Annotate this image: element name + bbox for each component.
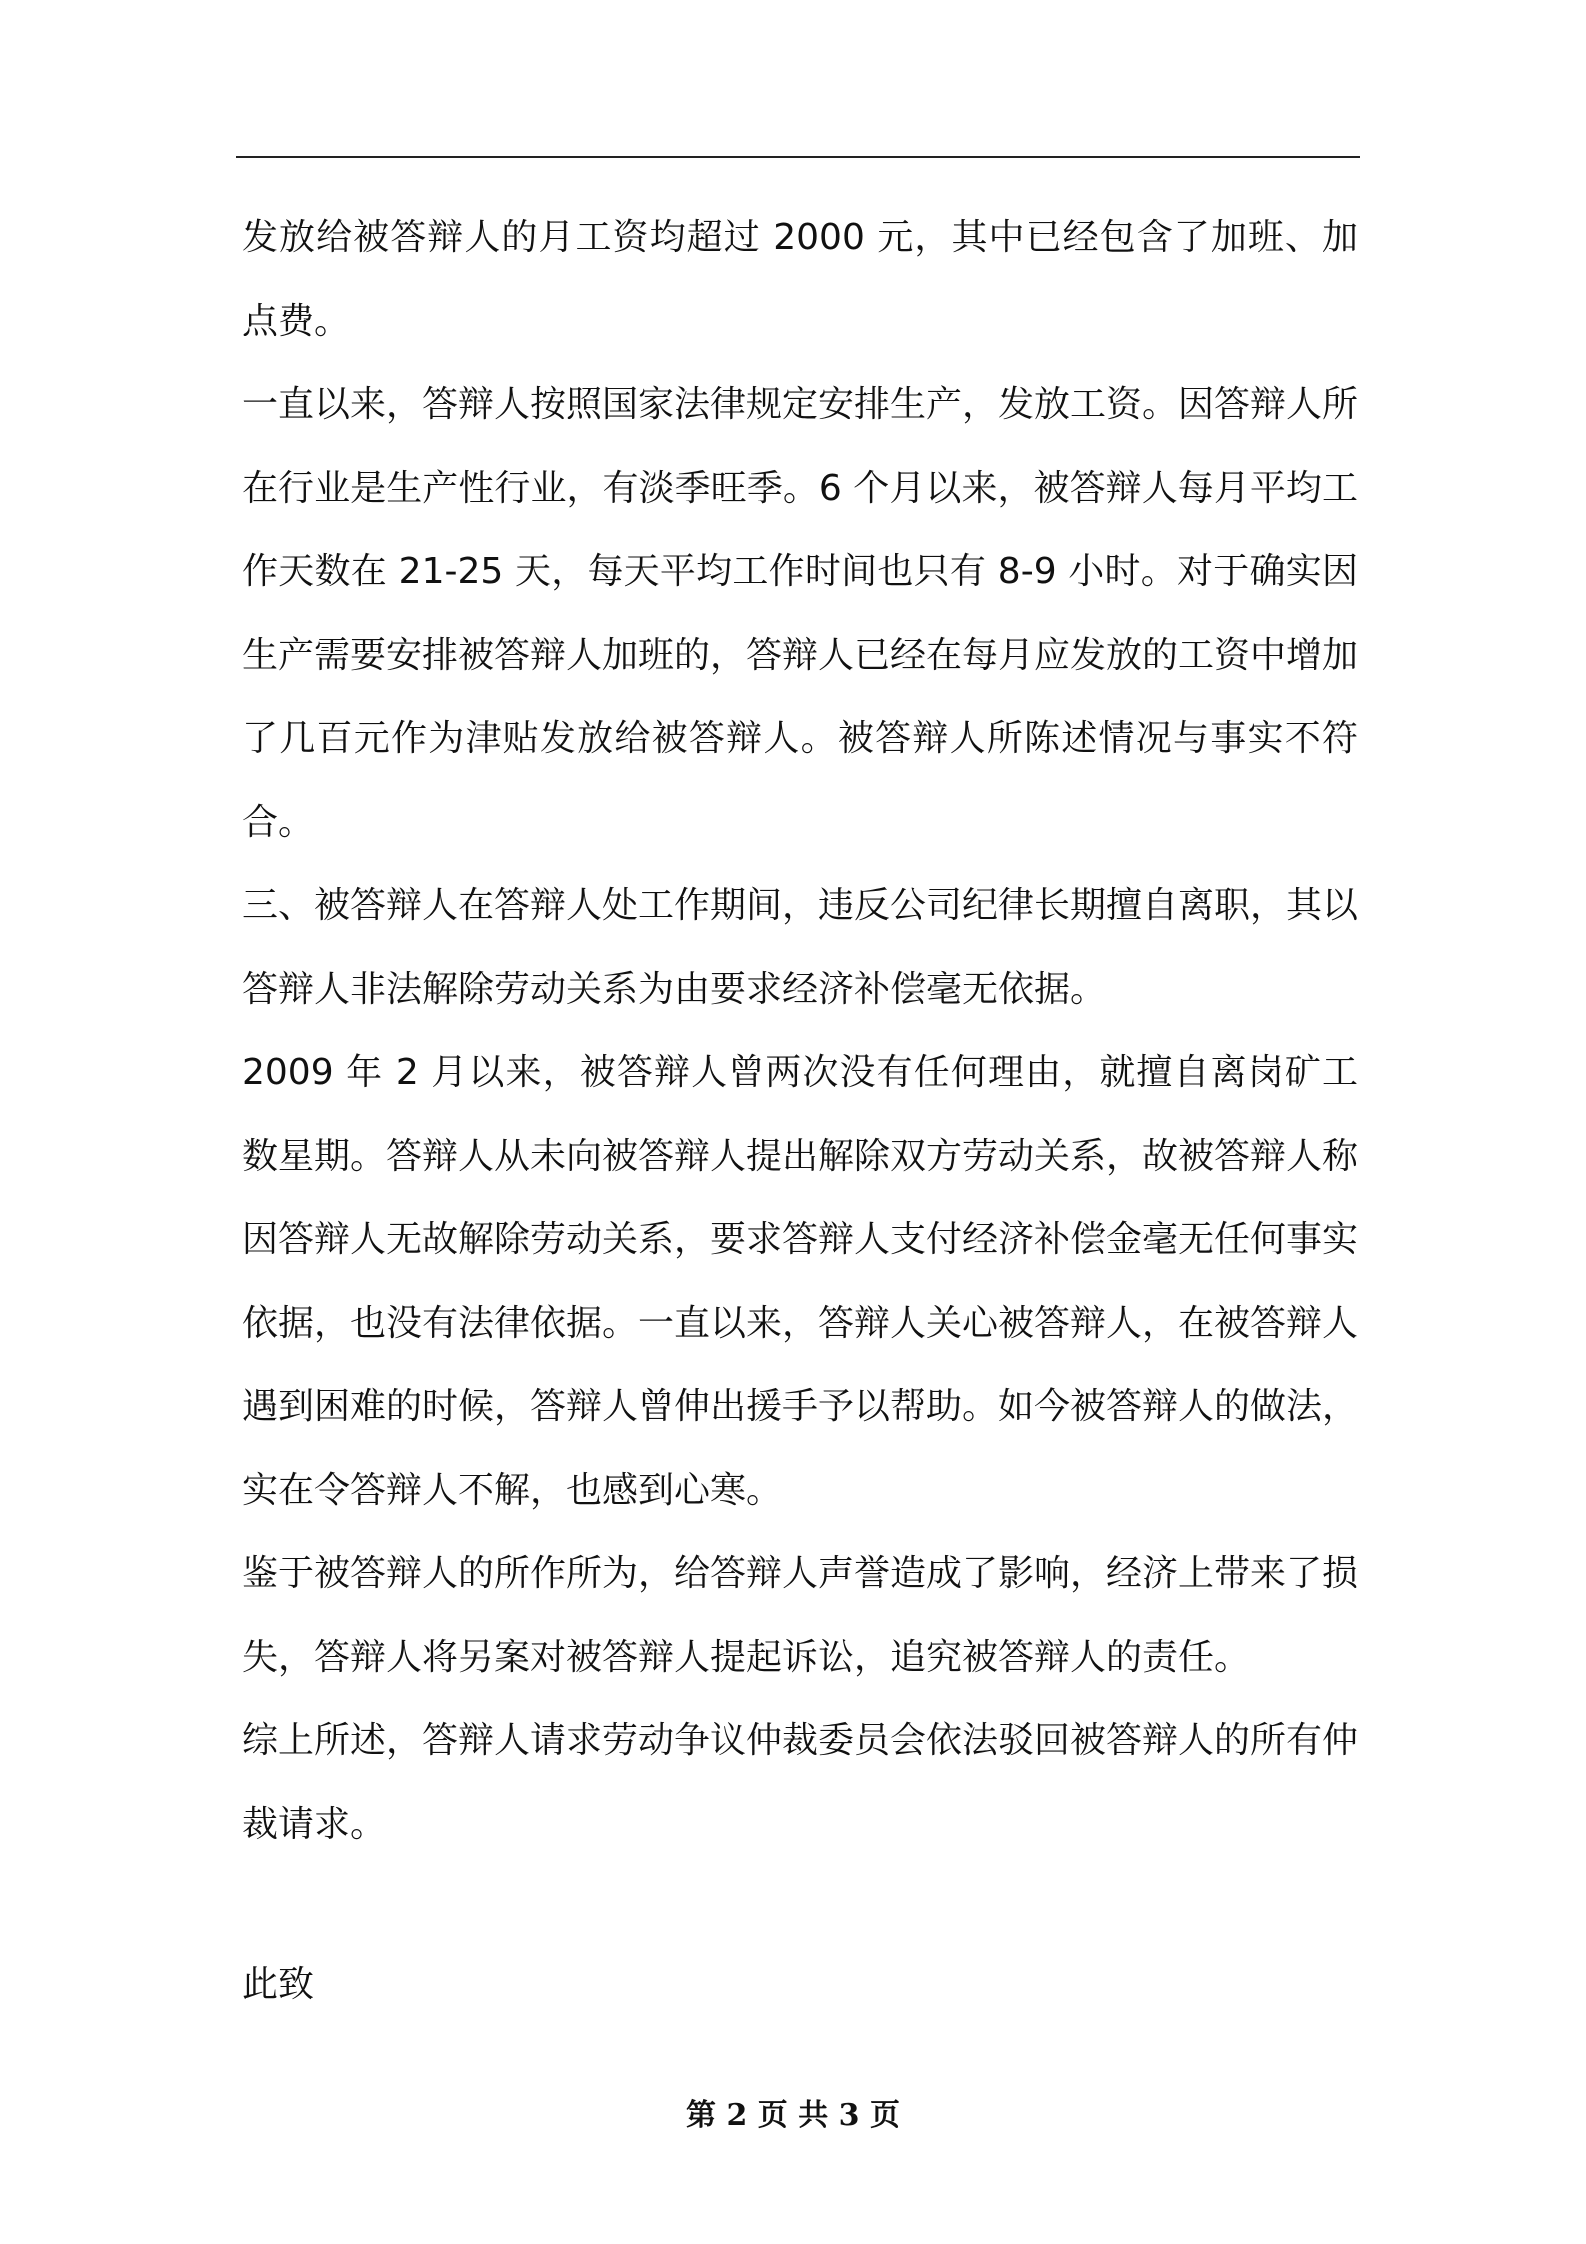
paragraph-wage-overtime: 发放给被答辩人的月工资均超过 2000 元，其中已经包含了加班、加点费。: [242, 217, 1358, 342]
paragraph-conclusion: 综上所述，答辩人请求劳动争议仲裁委员会依法驳回被答辩人的所有仲裁请求。: [242, 1720, 1359, 1845]
paragraph-working-hours: 一直以来，答辩人按照国家法律规定安排生产，发放工资。因答辩人所在行业是生产性行业，有淡季旺季。6 个月以来，被答辩人每月平均工作天数在 21-25 天，每天平均工作时间也只有 8-9 小时。对于确实因生产需要安排被答辩人加班的，答辩人已经在每月应发放的工资中增加了几百元作为津贴发放给被答辩人。被答辩人所陈述情况与事实不符合。: [242, 384, 1359, 843]
paragraph-absence-facts: 2009 年 2 月以来，被答辩人曾两次没有任何理由，就擅自离岗矿工数星期。答辩人从未向被答辩人提出解除双方劳动关系，故被答辩人称因答辩人无故解除劳动关系，要求答辩人支付经济补偿金毫无任何事实依据，也没有法律依据。一直以来，答辩人关心被答辩人，在被答辩人遇到困难的时候，答辩人曾伸出援手予以帮助。如今被答辩人的做法，实在令答辩人不解，也感到心寒。: [242, 1052, 1359, 1511]
paragraph-section-three-heading: 三、被答辩人在答辩人处工作期间，违反公司纪律长期擅自离职，其以答辩人非法解除劳动关系为由要求经济补偿毫无依据。: [242, 885, 1359, 1010]
page-footer: [0, 2096, 1586, 2136]
document-body: [242, 196, 1358, 1866]
header-rule: [236, 156, 1360, 158]
closing-salutation: 此致: [242, 1964, 315, 2005]
page-number-label: 第 2 页 共 3 页: [686, 2098, 900, 2133]
paragraph-reputation-loss: 鉴于被答辩人的所作所为，给答辩人声誉造成了影响，经济上带来了损失，答辩人将另案对被答辩人提起诉讼，追究被答辩人的责任。: [242, 1553, 1359, 1678]
